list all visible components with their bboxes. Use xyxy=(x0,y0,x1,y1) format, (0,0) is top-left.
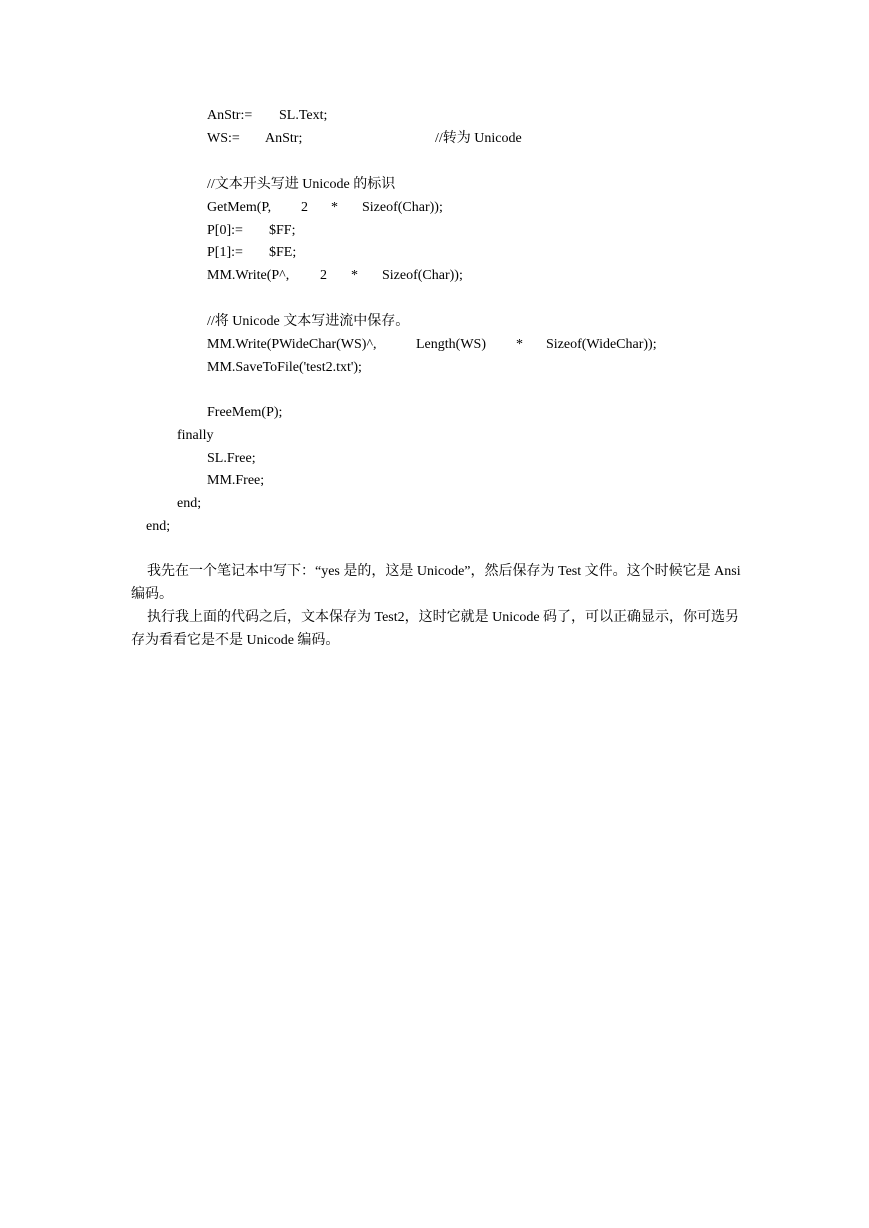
code-token: * xyxy=(351,268,358,283)
code-token: GetMem(P, xyxy=(207,200,272,215)
code-comment-save: //将 Unicode 文本写进流中保存。 xyxy=(207,314,410,329)
code-token: WS:= xyxy=(207,131,240,146)
code-token: * xyxy=(331,200,338,215)
code-token: 2 xyxy=(301,200,308,215)
code-token: Sizeof(Char)); xyxy=(362,200,443,215)
code-line-mm-free: MM.Free; xyxy=(207,473,265,488)
code-token: MM.Write(PWideChar(WS)^, xyxy=(207,337,377,352)
code-comment-bom: //文本开头写进 Unicode 的标识 xyxy=(207,177,396,192)
code-token: Length(WS) xyxy=(416,337,486,352)
code-comment: //转为 Unicode xyxy=(435,131,522,146)
code-token: Sizeof(Char)); xyxy=(382,268,463,283)
paragraph-1: 我先在一个笔记本中写下：“yes 是的，这是 Unicode”，然后保存为 Test 文件。这个时候它是 Ansi 编码。 xyxy=(131,564,741,602)
code-token: SL.Text; xyxy=(279,108,328,123)
code-token: AnStr; xyxy=(265,131,303,146)
code-line-savetofile: MM.SaveToFile('test2.txt'); xyxy=(207,360,362,375)
code-line-freemem: FreeMem(P); xyxy=(207,405,283,420)
code-token: Sizeof(WideChar)); xyxy=(546,337,657,352)
code-line-end-outer: end; xyxy=(146,519,171,534)
code-token: P[1]:= xyxy=(207,245,243,260)
code-token: $FE; xyxy=(269,245,297,260)
code-token: MM.Write(P^, xyxy=(207,268,290,283)
code-line-sl-free: SL.Free; xyxy=(207,451,256,466)
paragraph-2: 执行我上面的代码之后，文本保存为 Test2，这时它就是 Unicode 码了，可以正确显示，你可选另存为看看它是不是 Unicode 编码。 xyxy=(131,610,740,648)
code-token: P[0]:= xyxy=(207,223,243,238)
code-line-finally: finally xyxy=(177,428,214,443)
code-token: * xyxy=(516,337,523,352)
code-token: AnStr:= xyxy=(207,108,253,123)
code-line-end-inner: end; xyxy=(177,496,202,511)
code-token: $FF; xyxy=(269,223,296,238)
code-token: 2 xyxy=(320,268,327,283)
